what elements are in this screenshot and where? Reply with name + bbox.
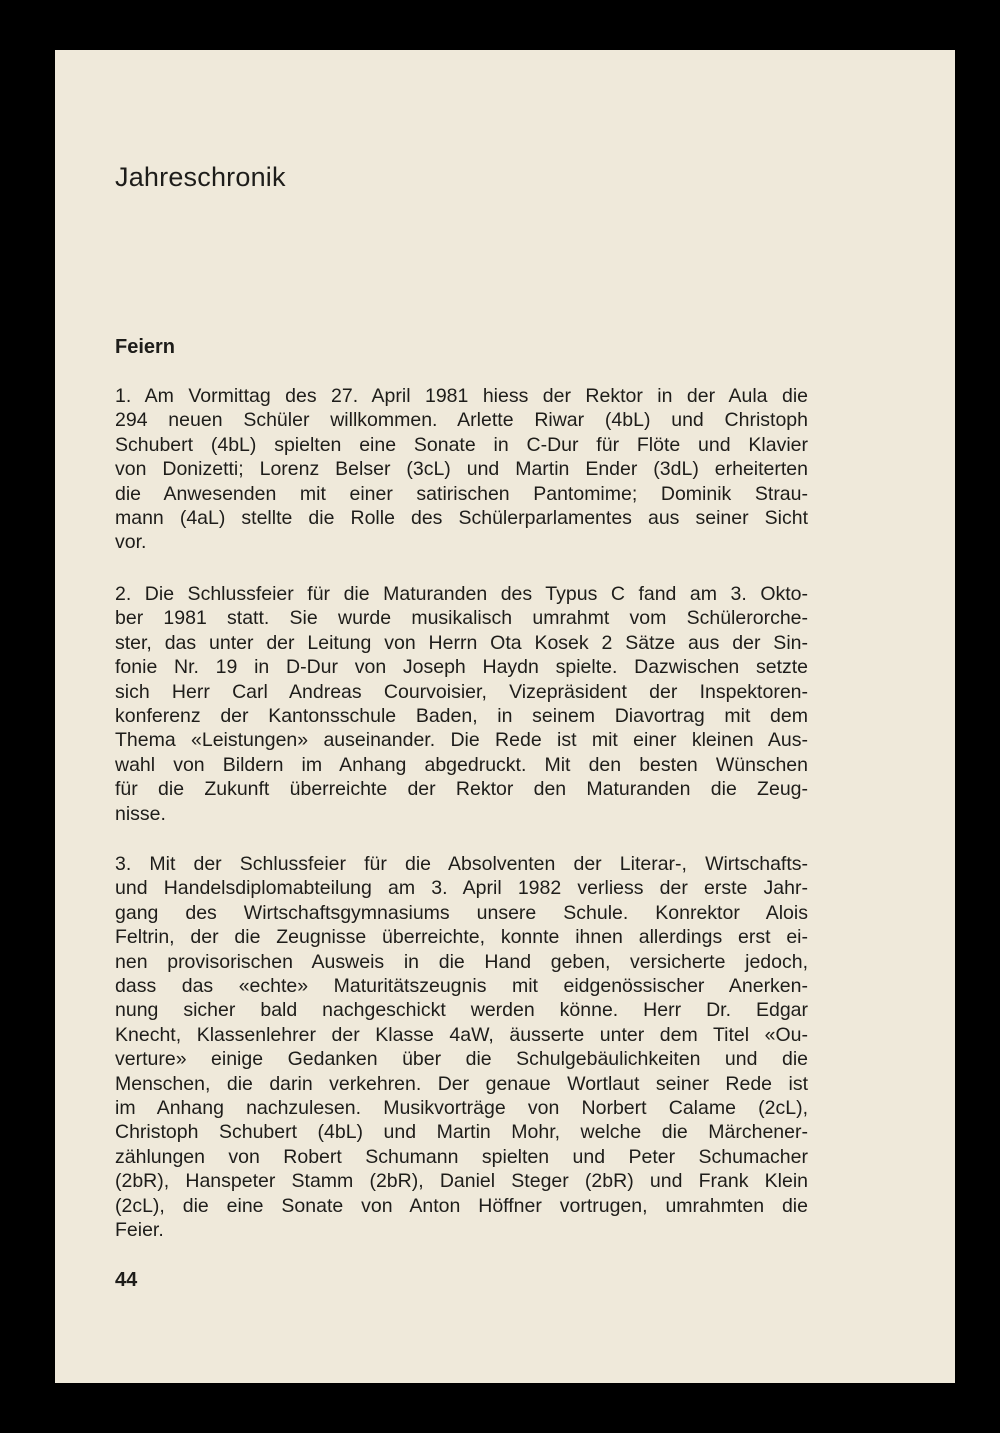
text-line: Thema «Leistungen» auseinander. Die Rede ist mit einer kleinen Aus-: [115, 729, 808, 752]
text-line: Feier.: [115, 1219, 164, 1242]
text-line: gang des Wirtschaftsgymnasiums unsere Schule. Konrektor Alois: [115, 901, 808, 924]
text-line: im Anhang nachzulesen. Musikvorträge von Norbert Calame (2cL),: [115, 1097, 808, 1120]
section-heading: Feiern: [115, 336, 176, 358]
text-line: Christoph Schubert (4bL) und Martin Mohr, welche die Märchener-: [115, 1121, 808, 1144]
text-line: wahl von Bildern im Anhang abgedruckt. Mit den besten Wünschen: [115, 753, 808, 776]
text-line: nung sicher bald nachgeschickt werden könne. Herr Dr. Edgar: [115, 999, 808, 1022]
text-line: (2cL), die eine Sonate von Anton Höffner vortrugen, umrahmten die: [115, 1194, 808, 1217]
text-line: 294 neuen Schüler willkommen. Arlette Riwar (4bL) und Christoph: [115, 409, 808, 432]
text-line: und Handelsdiplomabteilung am 3. April 1982 verliess der erste Jahr-: [115, 877, 808, 900]
text-line: mann (4aL) stellte die Rolle des Schülerparlamentes aus seiner Sicht: [115, 507, 808, 530]
text-line: nisse.: [115, 802, 166, 825]
text-line: Menschen, die darin verkehren. Der genaue Wortlaut seiner Rede ist: [115, 1072, 808, 1095]
text-line: dass das «echte» Maturitätszeugnis mit eidgenössischer Anerken-: [115, 975, 808, 998]
text-line: konferenz der Kantonsschule Baden, in seinem Diavortrag mit dem: [115, 705, 808, 728]
text-line: Schubert (4bL) spielten eine Sonate in C-Dur für Flöte und Klavier: [115, 433, 808, 456]
text-line: ster, das unter der Leitung von Herrn Ota Kosek 2 Sätze aus der Sin-: [115, 631, 808, 654]
text-line: nen provisorischen Ausweis in die Hand geben, versicherte jedoch,: [115, 950, 808, 973]
text-line: 1. Am Vormittag des 27. April 1981 hiess der Rektor in der Aula die: [115, 385, 808, 407]
text-line: 2. Die Schlussfeier für die Maturanden des Typus C fand am 3. Okto-: [115, 583, 808, 605]
text-line: Knecht, Klassenlehrer der Klasse 4aW, äusserte unter dem Titel «Ou-: [115, 1023, 808, 1046]
text-line: Feltrin, der die Zeugnisse überreichte, konnte ihnen allerdings erst ei-: [115, 926, 808, 949]
text-line: sich Herr Carl Andreas Courvoisier, Vizepräsident der Inspektoren-: [115, 680, 808, 703]
text-line: vor.: [115, 531, 147, 554]
text-line: fonie Nr. 19 in D-Dur von Joseph Haydn spielte. Dazwischen setzte: [115, 656, 808, 679]
page-number: 44: [115, 1269, 138, 1291]
text-line: ber 1981 statt. Sie wurde musikalisch umrahmt vom Schülerorche-: [115, 607, 808, 630]
text-line: zählungen von Robert Schumann spielten und Peter Schumacher: [115, 1145, 808, 1168]
document-page: [55, 50, 955, 1383]
text-line: verture» einige Gedanken über die Schulgebäulichkeiten und die: [115, 1048, 808, 1071]
chapter-title: Jahreschronik: [115, 162, 286, 192]
text-line: 3. Mit der Schlussfeier für die Absolventen der Literar-, Wirtschafts-: [115, 853, 808, 875]
text-line: die Anwesenden mit einer satirischen Pantomime; Dominik Strau-: [115, 482, 808, 505]
text-line: (2bR), Hanspeter Stamm (2bR), Daniel Steger (2bR) und Frank Klein: [115, 1170, 808, 1193]
paragraph-3: [115, 852, 808, 1243]
text-line: von Donizetti; Lorenz Belser (3cL) und Martin Ender (3dL) erheiterten: [115, 458, 808, 481]
text-line: für die Zukunft überreichte der Rektor den Maturanden die Zeug-: [115, 778, 808, 801]
paragraph-1: [115, 384, 808, 555]
paragraph-2: [115, 582, 808, 826]
